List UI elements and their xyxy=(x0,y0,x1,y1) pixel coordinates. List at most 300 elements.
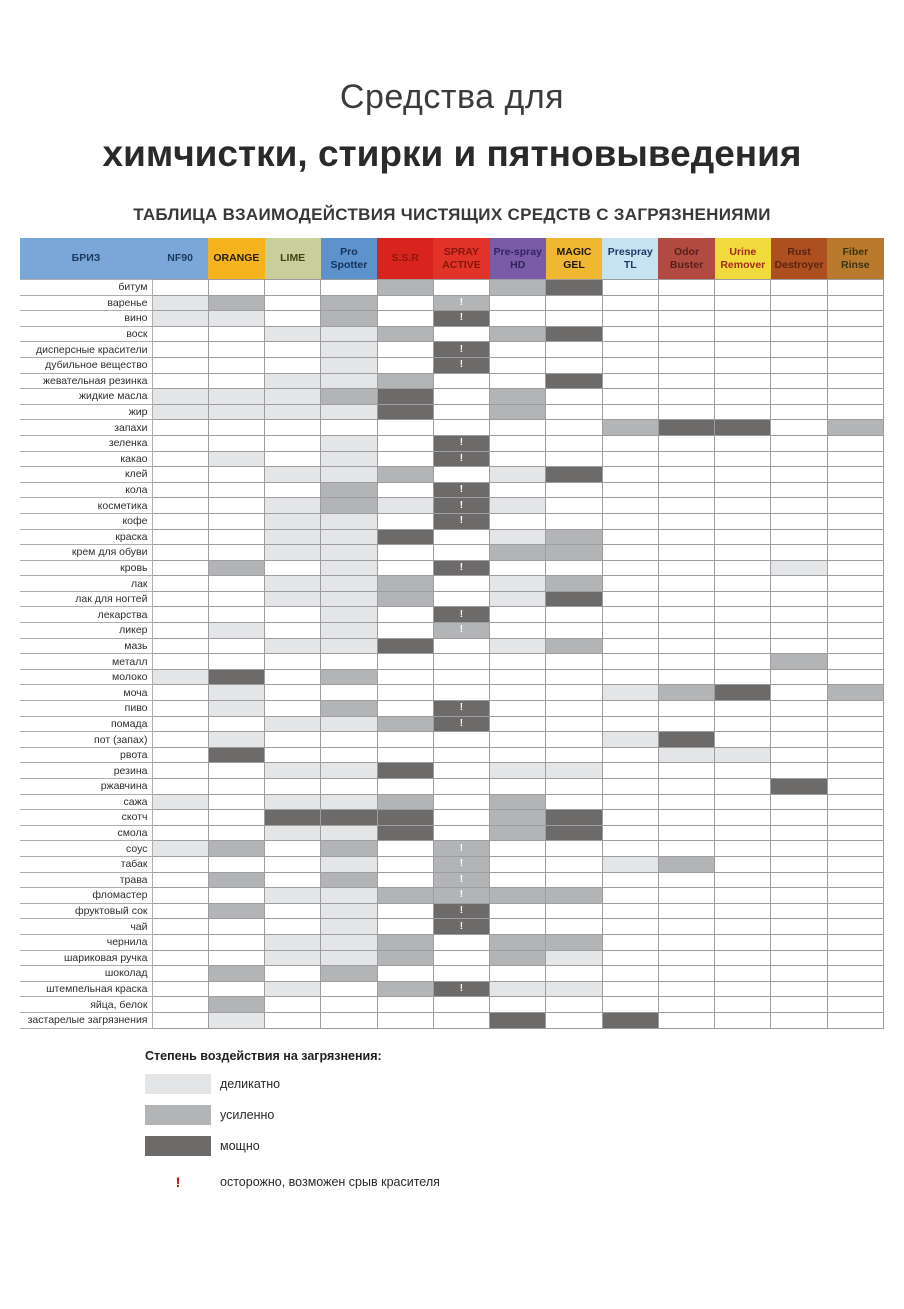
grid-cell xyxy=(771,779,827,795)
grid-cell xyxy=(433,934,489,950)
grid-cell xyxy=(490,966,546,982)
grid-cell xyxy=(433,966,489,982)
grid-cell xyxy=(321,295,377,311)
grid-cell xyxy=(152,389,208,405)
grid-cell xyxy=(265,810,321,826)
grid-cell xyxy=(321,451,377,467)
grid-cell xyxy=(208,825,264,841)
grid-cell xyxy=(321,623,377,639)
grid-cell xyxy=(658,591,714,607)
grid-cell xyxy=(265,576,321,592)
grid-cell xyxy=(715,950,771,966)
poster xyxy=(0,78,904,1190)
grid-cell xyxy=(208,560,264,576)
grid-cell xyxy=(152,841,208,857)
grid-cell xyxy=(602,669,658,685)
grid-cell xyxy=(208,638,264,654)
table-row xyxy=(20,997,884,1013)
grid-cell: ! xyxy=(433,311,489,327)
grid-cell xyxy=(377,451,433,467)
grid-cell xyxy=(546,529,602,545)
grid-cell xyxy=(208,997,264,1013)
grid-cell xyxy=(546,685,602,701)
grid-cell xyxy=(602,545,658,561)
grid-cell xyxy=(265,591,321,607)
grid-cell xyxy=(265,1012,321,1028)
grid-cell xyxy=(265,981,321,997)
grid-cell xyxy=(827,576,883,592)
grid-cell xyxy=(715,576,771,592)
grid-cell xyxy=(152,591,208,607)
grid-cell xyxy=(208,623,264,639)
grid-cell xyxy=(771,451,827,467)
grid-cell xyxy=(602,280,658,296)
grid-cell xyxy=(546,607,602,623)
grid-cell xyxy=(715,513,771,529)
table-row xyxy=(20,280,884,296)
grid-cell xyxy=(827,311,883,327)
grid-cell xyxy=(827,669,883,685)
grid-cell xyxy=(827,373,883,389)
grid-cell xyxy=(377,747,433,763)
table-row xyxy=(20,934,884,950)
table-row xyxy=(20,747,884,763)
row-label: трава xyxy=(20,872,152,888)
grid-cell xyxy=(208,919,264,935)
grid-cell xyxy=(602,638,658,654)
grid-cell xyxy=(546,981,602,997)
grid-cell xyxy=(152,810,208,826)
legend-item xyxy=(145,1074,904,1094)
interaction-table xyxy=(20,238,884,1029)
grid-cell: ! xyxy=(433,498,489,514)
grid-cell xyxy=(377,950,433,966)
table-row xyxy=(20,576,884,592)
table-row xyxy=(20,950,884,966)
grid-cell xyxy=(602,1012,658,1028)
grid-cell xyxy=(771,654,827,670)
grid-cell xyxy=(152,435,208,451)
grid-cell xyxy=(265,903,321,919)
grid-cell xyxy=(265,357,321,373)
grid-cell xyxy=(265,560,321,576)
grid-cell xyxy=(771,934,827,950)
row-label: молоко xyxy=(20,669,152,685)
grid-cell xyxy=(490,560,546,576)
grid-cell xyxy=(602,856,658,872)
grid-cell xyxy=(827,810,883,826)
grid-cell xyxy=(602,467,658,483)
grid-cell xyxy=(152,779,208,795)
grid-cell xyxy=(433,591,489,607)
grid-cell xyxy=(827,357,883,373)
grid-cell xyxy=(715,685,771,701)
grid-cell xyxy=(152,1012,208,1028)
grid-cell xyxy=(265,389,321,405)
grid-cell xyxy=(265,404,321,420)
grid-cell xyxy=(377,856,433,872)
grid-cell xyxy=(715,529,771,545)
row-label: табак xyxy=(20,856,152,872)
grid-cell xyxy=(208,903,264,919)
grid-cell xyxy=(265,623,321,639)
grid-cell xyxy=(602,576,658,592)
grid-cell xyxy=(658,934,714,950)
grid-cell xyxy=(827,560,883,576)
grid-cell xyxy=(715,934,771,950)
table-row xyxy=(20,825,884,841)
grid-cell xyxy=(715,763,771,779)
grid-cell xyxy=(208,498,264,514)
grid-cell xyxy=(658,576,714,592)
row-label: кровь xyxy=(20,560,152,576)
grid-cell xyxy=(433,794,489,810)
grid-cell xyxy=(827,326,883,342)
grid-cell xyxy=(827,841,883,857)
grid-cell xyxy=(771,435,827,451)
grid-cell xyxy=(265,326,321,342)
grid-cell xyxy=(602,357,658,373)
grid-cell xyxy=(152,763,208,779)
grid-cell xyxy=(602,529,658,545)
grid-cell xyxy=(433,669,489,685)
grid-cell xyxy=(827,732,883,748)
grid-cell xyxy=(715,295,771,311)
grid-cell xyxy=(602,451,658,467)
row-label: шоколад xyxy=(20,966,152,982)
grid-cell xyxy=(827,888,883,904)
grid-cell xyxy=(377,701,433,717)
grid-cell xyxy=(771,326,827,342)
grid-cell xyxy=(490,607,546,623)
table-row xyxy=(20,856,884,872)
grid-cell: ! xyxy=(433,482,489,498)
grid-cell xyxy=(433,326,489,342)
grid-cell xyxy=(715,981,771,997)
grid-cell xyxy=(265,919,321,935)
grid-cell xyxy=(827,1012,883,1028)
grid-cell xyxy=(321,591,377,607)
grid-cell xyxy=(658,669,714,685)
grid-cell xyxy=(546,623,602,639)
grid-cell xyxy=(771,467,827,483)
grid-cell xyxy=(546,888,602,904)
grid-cell xyxy=(602,420,658,436)
grid-cell xyxy=(377,545,433,561)
grid-cell xyxy=(715,654,771,670)
grid-cell xyxy=(265,841,321,857)
table-row xyxy=(20,794,884,810)
grid-cell xyxy=(715,482,771,498)
grid-cell xyxy=(208,280,264,296)
grid-cell xyxy=(433,389,489,405)
grid-cell xyxy=(827,779,883,795)
grid-cell xyxy=(490,638,546,654)
grid-cell xyxy=(546,654,602,670)
grid-cell xyxy=(546,950,602,966)
grid-cell xyxy=(771,529,827,545)
grid-cell xyxy=(377,342,433,358)
grid-cell xyxy=(377,841,433,857)
grid-cell xyxy=(265,872,321,888)
grid-cell xyxy=(771,919,827,935)
grid-cell xyxy=(602,763,658,779)
grid-cell xyxy=(321,326,377,342)
grid-cell xyxy=(546,638,602,654)
grid-cell: ! xyxy=(433,623,489,639)
table-row xyxy=(20,888,884,904)
grid-cell xyxy=(658,357,714,373)
grid-cell xyxy=(208,872,264,888)
table-row xyxy=(20,295,884,311)
table-row xyxy=(20,701,884,717)
grid-cell xyxy=(490,747,546,763)
grid-cell xyxy=(771,295,827,311)
grid-cell xyxy=(377,404,433,420)
grid-cell xyxy=(827,529,883,545)
grid-cell xyxy=(827,856,883,872)
grid-cell xyxy=(771,825,827,841)
grid-cell xyxy=(602,825,658,841)
grid-cell xyxy=(490,654,546,670)
grid-cell xyxy=(208,357,264,373)
grid-cell xyxy=(658,810,714,826)
grid-cell xyxy=(771,747,827,763)
table-row xyxy=(20,389,884,405)
row-label: лак для ногтей xyxy=(20,591,152,607)
grid-cell xyxy=(152,825,208,841)
row-label: пиво xyxy=(20,701,152,717)
grid-cell xyxy=(490,701,546,717)
grid-cell xyxy=(771,841,827,857)
grid-cell xyxy=(265,373,321,389)
grid-cell xyxy=(658,420,714,436)
column-header-1: NF90 xyxy=(152,238,208,280)
grid-cell xyxy=(208,326,264,342)
grid-cell xyxy=(715,623,771,639)
grid-cell xyxy=(827,997,883,1013)
grid-cell xyxy=(265,311,321,327)
grid-cell xyxy=(602,326,658,342)
grid-cell xyxy=(827,794,883,810)
grid-cell xyxy=(827,903,883,919)
table-row xyxy=(20,311,884,327)
grid-cell xyxy=(208,311,264,327)
row-label: лак xyxy=(20,576,152,592)
grid-cell xyxy=(771,498,827,514)
grid-cell xyxy=(771,1012,827,1028)
grid-cell xyxy=(602,607,658,623)
grid-cell: ! xyxy=(433,856,489,872)
grid-cell xyxy=(715,810,771,826)
grid-cell xyxy=(771,903,827,919)
grid-cell xyxy=(771,357,827,373)
grid-cell xyxy=(377,763,433,779)
grid-cell xyxy=(546,451,602,467)
grid-cell xyxy=(827,685,883,701)
grid-cell xyxy=(602,716,658,732)
grid-cell xyxy=(658,950,714,966)
grid-cell xyxy=(658,435,714,451)
grid-cell xyxy=(490,373,546,389)
grid-cell xyxy=(490,779,546,795)
table-row xyxy=(20,669,884,685)
grid-cell xyxy=(658,560,714,576)
grid-cell xyxy=(321,545,377,561)
grid-cell xyxy=(658,404,714,420)
grid-cell xyxy=(152,326,208,342)
grid-cell xyxy=(827,451,883,467)
grid-cell xyxy=(658,981,714,997)
grid-cell xyxy=(433,747,489,763)
grid-cell xyxy=(658,825,714,841)
grid-cell xyxy=(490,888,546,904)
grid-cell xyxy=(771,373,827,389)
row-label: сажа xyxy=(20,794,152,810)
grid-cell xyxy=(546,794,602,810)
grid-cell: ! xyxy=(433,607,489,623)
grid-cell xyxy=(658,856,714,872)
table-row xyxy=(20,919,884,935)
grid-cell xyxy=(265,934,321,950)
grid-cell xyxy=(715,747,771,763)
grid-cell xyxy=(715,451,771,467)
grid-cell xyxy=(433,576,489,592)
grid-cell xyxy=(152,997,208,1013)
grid-cell xyxy=(658,732,714,748)
grid-cell xyxy=(265,451,321,467)
row-label: чай xyxy=(20,919,152,935)
grid-cell xyxy=(208,513,264,529)
table-subtitle: ТАБЛИЦА ВЗАИМОДЕЙСТВИЯ ЧИСТЯЩИХ СРЕДСТВ С ЗАГРЯЗНЕНИЯМИ xyxy=(133,205,771,224)
grid-cell xyxy=(715,498,771,514)
grid-cell: ! xyxy=(433,435,489,451)
table-row xyxy=(20,903,884,919)
grid-cell xyxy=(152,623,208,639)
grid-cell xyxy=(771,685,827,701)
grid-cell xyxy=(208,295,264,311)
grid-cell xyxy=(490,295,546,311)
grid-cell xyxy=(771,560,827,576)
grid-cell xyxy=(377,435,433,451)
grid-cell xyxy=(490,404,546,420)
row-label: жидкие масла xyxy=(20,389,152,405)
table-row xyxy=(20,1012,884,1028)
grid-cell xyxy=(827,747,883,763)
grid-cell xyxy=(771,950,827,966)
grid-cell xyxy=(152,856,208,872)
grid-cell xyxy=(321,576,377,592)
row-label: резина xyxy=(20,763,152,779)
grid-cell xyxy=(602,623,658,639)
grid-cell xyxy=(827,342,883,358)
grid-cell xyxy=(208,467,264,483)
row-label: застарелые загрязнения xyxy=(20,1012,152,1028)
grid-cell xyxy=(321,794,377,810)
grid-cell xyxy=(715,389,771,405)
grid-cell xyxy=(265,280,321,296)
grid-cell xyxy=(152,560,208,576)
grid-cell xyxy=(208,779,264,795)
row-label: дубильное вещество xyxy=(20,357,152,373)
grid-cell xyxy=(377,357,433,373)
grid-cell xyxy=(546,357,602,373)
grid-cell xyxy=(490,342,546,358)
column-header-13: Fiber Rinse xyxy=(827,238,883,280)
grid-cell xyxy=(715,560,771,576)
grid-cell xyxy=(602,997,658,1013)
grid-cell xyxy=(602,872,658,888)
grid-cell xyxy=(771,701,827,717)
grid-cell xyxy=(265,950,321,966)
grid-cell xyxy=(321,966,377,982)
grid-cell xyxy=(152,498,208,514)
grid-cell xyxy=(208,732,264,748)
grid-cell xyxy=(490,389,546,405)
column-header-6: SPRAY ACTIVE xyxy=(433,238,489,280)
grid-cell xyxy=(490,451,546,467)
grid-cell xyxy=(602,966,658,982)
grid-cell xyxy=(602,950,658,966)
grid-cell xyxy=(546,872,602,888)
grid-cell xyxy=(715,467,771,483)
grid-cell xyxy=(490,669,546,685)
table-row xyxy=(20,404,884,420)
grid-cell xyxy=(546,326,602,342)
column-header-brand: БРИЗ xyxy=(20,238,152,280)
grid-cell xyxy=(827,825,883,841)
grid-cell xyxy=(321,685,377,701)
grid-cell xyxy=(377,919,433,935)
column-header-8: MAGIC GEL xyxy=(546,238,602,280)
grid-cell xyxy=(152,981,208,997)
row-label: дисперсные красители xyxy=(20,342,152,358)
grid-cell xyxy=(546,435,602,451)
grid-cell: ! xyxy=(433,513,489,529)
grid-cell xyxy=(208,981,264,997)
grid-cell xyxy=(490,950,546,966)
grid-cell xyxy=(658,997,714,1013)
grid-cell xyxy=(377,685,433,701)
grid-cell xyxy=(208,934,264,950)
grid-cell xyxy=(208,856,264,872)
grid-cell xyxy=(490,934,546,950)
grid-cell xyxy=(208,482,264,498)
grid-cell xyxy=(377,482,433,498)
grid-cell: ! xyxy=(433,981,489,997)
grid-cell xyxy=(433,404,489,420)
grid-cell xyxy=(490,591,546,607)
table-row xyxy=(20,763,884,779)
row-label: жир xyxy=(20,404,152,420)
grid-cell xyxy=(602,779,658,795)
grid-cell xyxy=(377,794,433,810)
grid-cell xyxy=(490,545,546,561)
grid-cell xyxy=(321,903,377,919)
grid-cell xyxy=(321,1012,377,1028)
grid-cell xyxy=(208,607,264,623)
grid-cell xyxy=(771,404,827,420)
grid-cell xyxy=(152,950,208,966)
grid-cell xyxy=(490,529,546,545)
grid-cell xyxy=(771,997,827,1013)
grid-cell xyxy=(152,373,208,389)
grid-cell xyxy=(490,856,546,872)
table-row xyxy=(20,638,884,654)
grid-cell xyxy=(208,966,264,982)
grid-cell xyxy=(433,779,489,795)
grid-cell xyxy=(152,747,208,763)
